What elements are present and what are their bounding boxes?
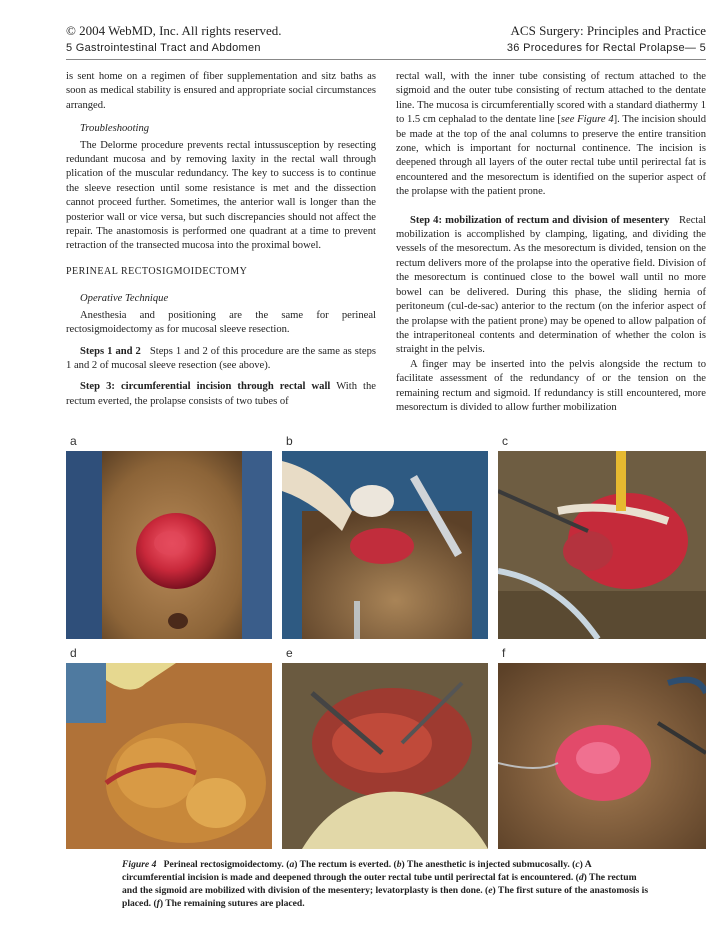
caption-part-pre: ( — [391, 859, 397, 870]
right-column — [396, 70, 706, 415]
panel-label-d: d — [70, 646, 77, 660]
paragraph — [66, 380, 376, 409]
paragraph — [66, 345, 376, 374]
panel-label-b: b — [286, 434, 293, 448]
step-text: Rectal mobilization is accomplished by clamping, ligating, and dividing the vessels of the mesorectum. As the mesorectum is divided, tension on the rectum delivers more of the prolapse into the operative field. Division of the mesorectum is continued close to the bowel wall until no more bowel can be delivered. During this phase, the sliding hernia of peritoneum (cul-de-sac) anterior to the rectum (on the inferior aspect of the prolapse with the patient prone) may be opened to allow palpation of the intraperitoneal contents and determination of whether the colon is straight in the pelvis. — [396, 214, 707, 356]
caption-part-text: ) The anesthetic is injected submucosally. — [401, 859, 570, 870]
figure-photo-f — [498, 663, 706, 849]
caption-label: Figure 4 — [122, 859, 157, 870]
operative-technique-heading: Operative Technique — [80, 293, 169, 305]
paragraph — [396, 214, 706, 358]
caption-part-letter: e — [488, 885, 493, 896]
book-title: ACS Surgery: Principles and Practice — [510, 23, 706, 38]
caption-part-letter: b — [396, 859, 402, 870]
figure-photo-d — [66, 663, 272, 849]
caption-part-pre: ( — [151, 898, 157, 909]
panel-label-a: a — [70, 434, 77, 448]
caption-title: Perineal rectosigmoidectomy. — [163, 859, 284, 870]
chapter-title: 36 Procedures for Rectal Prolapse— 5 — [506, 42, 706, 54]
section-title: 5 Gastrointestinal Tract and Abdomen — [66, 42, 261, 54]
text-run: rectal wall, with the inner tube consisting of rectum attached to the sigmoid and the outer tube consisting of rectum attached to the dentate line. The mucosa is circumferentially scored with a standard diathermy 1 to 1.5 cm cephalad to the dentate line [ — [396, 71, 706, 126]
step-label: Step 4: mobilization of rectum and division of mesentery — [410, 214, 670, 226]
troubleshooting-heading: Troubleshooting — [80, 123, 150, 135]
caption-part-text: ) The remaining sutures are placed. — [159, 898, 305, 909]
figure-photo-c — [498, 451, 706, 639]
figure-photo-a — [66, 451, 272, 639]
step-label: Steps 1 and 2 — [80, 345, 141, 357]
paragraph: Anesthesia and positioning are the same for perineal rectosigmoidectomy as for mucosal sleeve resection. — [66, 309, 376, 336]
caption-part-pre: ( — [283, 859, 290, 870]
figure-ref-link[interactable]: Figure 4 — [577, 114, 614, 126]
figure-photo-b — [282, 451, 488, 639]
caption-part-text: ) The first suture of the anastomosis is placed. — [122, 885, 649, 909]
paragraph: A finger may be inserted into the pelvis alongside the rectum to facilitate assessment of the redundancy of or the tension on the remaining rectum and sigmoid. If redundancy is still encountered, more mesorectum is divided to allow further mobilization — [396, 358, 706, 413]
left-column — [66, 70, 376, 409]
caption-part-letter: c — [575, 859, 580, 870]
step-text: With the rectum everted, the prolapse consists of two tubes of — [66, 381, 376, 407]
text-run: ]. The incision should be made at the top of the anal columns to preserve the entire transition zone, which is important for nocturnal continence. The incision is deepened through all layers of the outer rectal tube until perirectal fat is encountered and the mesorectum is identified on the superior aspect of the prolapse with the patient prone. — [396, 114, 707, 198]
figure-photo-e — [282, 663, 488, 849]
paragraph — [396, 70, 706, 200]
caption-part — [284, 859, 391, 870]
caption-part-text: ) The rectum is everted. — [294, 859, 392, 870]
caption-part — [391, 859, 570, 870]
panel-label-e: e — [286, 646, 293, 660]
step-label: Step 3: circumferential incision through rectal wall — [80, 381, 331, 393]
header-rule — [66, 59, 706, 60]
caption-part-pre: ( — [569, 859, 576, 870]
caption-part-pre: ( — [573, 872, 579, 883]
caption-part-letter: d — [578, 872, 584, 883]
caption-part-letter: a — [289, 859, 295, 870]
caption-part-text: ) A circumferential incision is made and deepened through the outer rectal tube until perirectal fat is encountered. — [122, 859, 592, 883]
caption-part-letter: f — [156, 898, 160, 909]
panel-label-c: c — [502, 434, 508, 448]
caption-part-pre: ( — [482, 885, 489, 896]
caption-part-text: ) The rectum and the sigmoid are mobilized with division of the mesentery; levatorplasty is then done. — [122, 872, 637, 896]
step-text: Steps 1 and 2 of this procedure are the same as steps 1 and 2 of mucosal sleeve resection (see above). — [66, 345, 376, 371]
figure-caption — [122, 858, 650, 910]
paragraph: The Delorme procedure prevents rectal intussusception by resecting redundant mucosa and by removing laxity in the rectal wall through plication of the muscular redundancy. The key to success is to continue the sleeve resection until some resistance is met and the dissection cannot proceed further. Sometimes, the anterior wall is longer than the posterior wall or vice versa, but such discrepancies should not affect the repair. The anastomosis is performed one quadrant at a time to prevent retraction of the transected mucosa into the proximal bowel. — [66, 139, 376, 252]
section-heading: PERINEAL RECTOSIGMOIDECTOMY — [66, 265, 248, 277]
caption-part — [151, 898, 305, 909]
paragraph: is sent home on a regimen of fiber supplementation and sitz baths as soon as medical stability is ensured and appropriate social circumstances arranged. — [66, 71, 376, 111]
ref-see: see — [560, 114, 575, 126]
copyright-notice: © 2004 WebMD, Inc. All rights reserved. — [66, 23, 282, 38]
panel-label-f: f — [502, 646, 506, 660]
